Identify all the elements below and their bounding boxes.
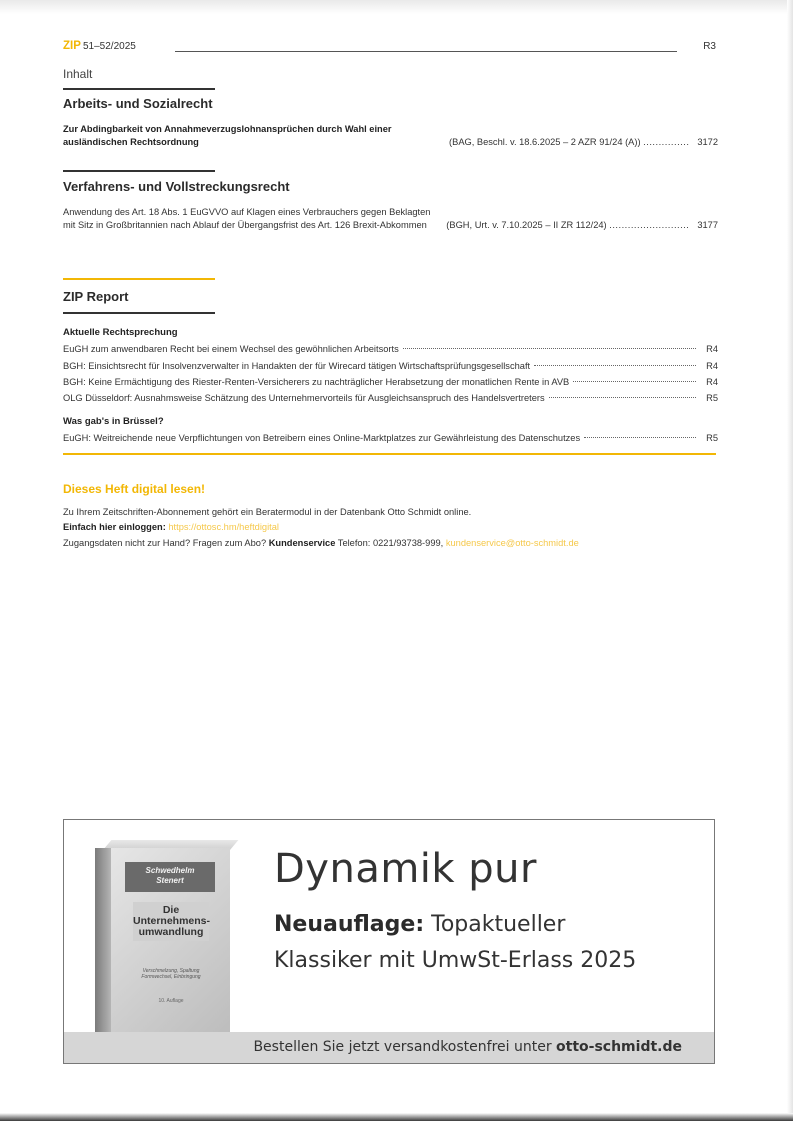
service-line xyxy=(63,538,579,548)
login-line xyxy=(63,522,279,532)
entry-title: Anwendung des Art. 18 Abs. 1 EuGVVO auf Klagen eines Verbrauchers gegen Beklagten mit Sitz in Großbritannien nach Ablauf der Übergangsfrist des Art. 126 Brexit-Abkommen xyxy=(63,207,431,230)
login-link[interactable]: https://ottosc.hm/heftdigital xyxy=(168,522,279,532)
page-number: R3 xyxy=(703,41,716,52)
report-item[interactable] xyxy=(63,361,718,374)
report-item-page: R5 xyxy=(706,393,718,403)
entry-citation xyxy=(449,136,718,149)
report-rule-bottom xyxy=(63,453,716,455)
report-item-page: R4 xyxy=(706,361,718,371)
leader-dots: ............... xyxy=(643,137,690,147)
book-title-line: umwandlung xyxy=(138,926,204,938)
book-title xyxy=(133,902,209,941)
section-title-arbeitsrecht: Arbeits- und Sozialrecht xyxy=(63,96,213,111)
ad-footer-bar xyxy=(64,1032,714,1063)
report-item-page: R4 xyxy=(706,344,718,354)
toc-entry[interactable] xyxy=(63,206,718,232)
page-top-shade xyxy=(0,0,793,14)
report-group-heading: Aktuelle Rechtsprechung xyxy=(63,327,178,338)
book-cover-image xyxy=(95,840,230,1032)
report-item-page: R5 xyxy=(706,433,718,443)
digital-info: Zu Ihrem Zeitschriften-Abonnement gehört ein Beratermodul in der Datenbank Otto Schmidt online. xyxy=(63,507,472,517)
book-author-1: Schwedhelm xyxy=(145,866,195,875)
report-item[interactable] xyxy=(63,377,718,390)
ad-headline: Dynamik pur xyxy=(274,846,537,892)
section-rule xyxy=(63,170,215,172)
report-item[interactable] xyxy=(63,393,718,406)
citation-text: (BGH, Urt. v. 7.10.2025 – II ZR 112/24) xyxy=(446,220,607,230)
page-header xyxy=(63,40,718,56)
page-right-shade xyxy=(787,0,793,1121)
service-label: Kundenservice xyxy=(268,538,336,548)
ad-new-edition-label: Neuauflage: xyxy=(274,912,425,937)
leader-dots xyxy=(549,397,696,398)
header-rule xyxy=(175,51,677,52)
login-label: Einfach hier einloggen: xyxy=(63,522,166,532)
toc-label: Inhalt xyxy=(63,67,93,81)
toc-entry[interactable] xyxy=(63,123,718,149)
report-item-page: R4 xyxy=(706,377,718,387)
digital-title: Dieses Heft digital lesen! xyxy=(63,482,206,496)
entry-citation xyxy=(446,219,718,232)
page-bottom-edge xyxy=(0,1113,793,1121)
section-rule xyxy=(63,312,215,314)
leader-dots xyxy=(403,348,696,349)
book-edition: 10. Auflage xyxy=(158,998,184,1004)
entry-page: 3177 xyxy=(697,220,718,230)
ad-order-link[interactable]: otto-schmidt.de xyxy=(556,1039,682,1055)
report-rule-top xyxy=(63,278,215,280)
service-email-link[interactable]: kundenservice@otto-schmidt.de xyxy=(445,538,579,548)
journal-logo: ZIP xyxy=(63,40,81,52)
book-author-2: Stenert xyxy=(156,876,184,885)
ad-subline-2: Klassiker mit UmwSt-Erlass 2025 xyxy=(274,948,637,973)
book-spine xyxy=(95,848,111,1032)
report-item-text: BGH: Keine Ermächtigung des Riester-Renten-Versicherers zu nachträglicher Herabsetzung der monatlichen Rente in AVB xyxy=(63,377,570,387)
leader-dots xyxy=(584,437,696,438)
report-item[interactable] xyxy=(63,433,718,446)
report-item-text: EuGH: Weitreichende neue Verpflichtungen von Betreibern eines Online-Marktplatzes zur Gewährleistung des Datenschutzes xyxy=(63,433,581,443)
section-title-verfahrensrecht: Verfahrens- und Vollstreckungsrecht xyxy=(63,179,290,194)
ad-subline xyxy=(274,912,565,937)
service-prefix: Zugangsdaten nicht zur Hand? Fragen zum Abo? xyxy=(63,538,267,548)
report-item-text: OLG Düsseldorf: Ausnahmsweise Schätzung des Unternehmervorteils für Ausgleichsanspruch des Handelsvertreters xyxy=(63,393,545,403)
book-subtitle: Verschmelzung, Spaltung Formwechsel, Einbringung xyxy=(141,968,201,980)
report-item-text: EuGH zum anwendbaren Recht bei einem Wechsel des gewöhnlichen Arbeitsorts xyxy=(63,344,399,354)
entry-page: 3172 xyxy=(697,137,718,147)
book-title-line: Unternehmens- xyxy=(133,915,211,927)
leader-dots xyxy=(534,365,696,366)
book-authors xyxy=(125,862,215,892)
leader-dots xyxy=(573,381,696,382)
ad-order-text: Bestellen Sie jetzt versandkostenfrei unter xyxy=(253,1039,552,1055)
entry-title: Zur Abdingbarkeit von Annahmeverzugslohnansprüchen durch Wahl einer ausländischen Rechtsordnung xyxy=(63,124,392,147)
report-item-text: BGH: Einsichtsrecht für Insolvenzverwalter in Handakten der für Wirecard tätigen Wirtschaftsprüfungsgesellschaft xyxy=(63,361,531,371)
leader-dots: .......................... xyxy=(609,220,690,230)
issue-number: 51–52/2025 xyxy=(83,41,136,52)
book-advertisement[interactable] xyxy=(63,819,715,1064)
book-title-line: Die xyxy=(162,904,180,916)
citation-text: (BAG, Beschl. v. 18.6.2025 – 2 AZR 91/24 (A)) xyxy=(449,137,641,147)
section-rule xyxy=(63,88,215,90)
report-item[interactable] xyxy=(63,344,718,357)
service-phone: Telefon: 0221/93738-999, xyxy=(337,538,444,548)
report-title: ZIP Report xyxy=(63,289,129,304)
ad-order-line xyxy=(253,1039,682,1055)
report-group-heading: Was gab's in Brüssel? xyxy=(63,416,164,427)
book-cover xyxy=(111,848,230,1032)
ad-subline-text: Topaktueller xyxy=(431,912,566,937)
